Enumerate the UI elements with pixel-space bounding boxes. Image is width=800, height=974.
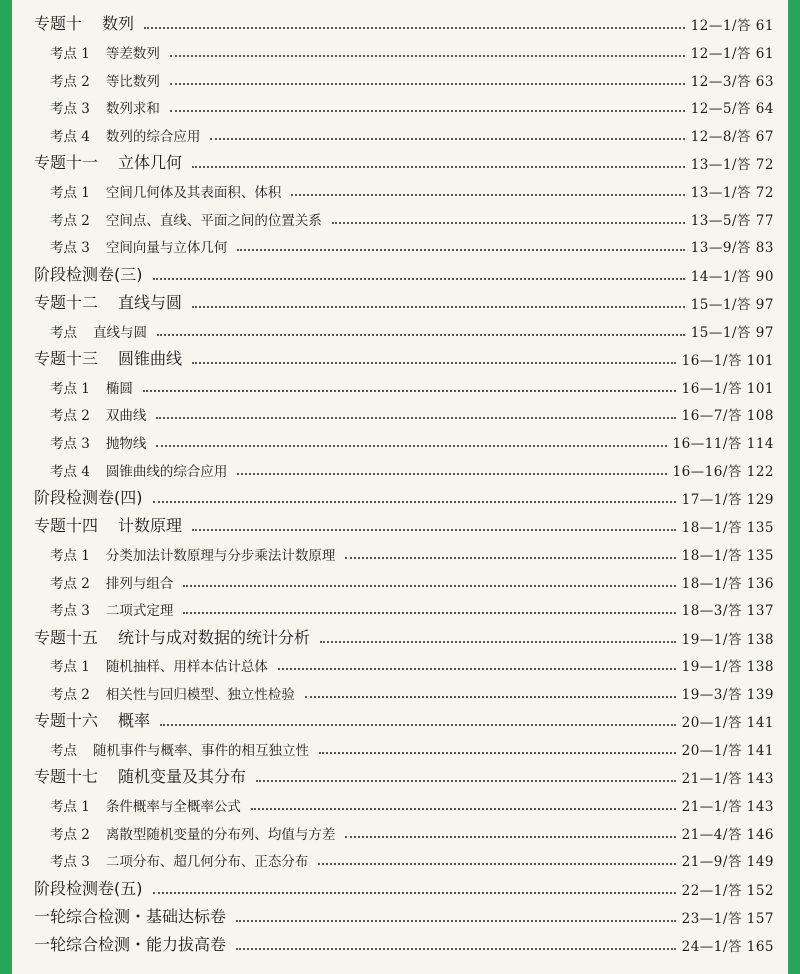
dot-leader (156, 417, 675, 419)
toc-page-reference: 12—1/答 61 (690, 18, 774, 35)
toc-subsection-row[interactable] (34, 62, 774, 90)
dot-leader (332, 222, 685, 224)
toc-page-reference: 24—1/答 165 (681, 939, 774, 956)
toc-entry-title: 等差数列 (105, 45, 160, 62)
toc-section-row[interactable] (34, 508, 774, 536)
dot-leader (153, 892, 676, 894)
toc-section-row[interactable] (34, 927, 774, 955)
dot-leader (291, 194, 684, 196)
left-border (0, 0, 12, 974)
toc-entry-number: 考点 (50, 743, 77, 760)
toc-entry-title: 抛物线 (105, 436, 147, 453)
toc-entry-number: 考点 3 (50, 603, 90, 620)
toc-entry-number: 专题十一 (34, 153, 99, 173)
dot-leader (345, 557, 675, 559)
toc-entry-number: 考点 1 (50, 380, 90, 397)
toc-subsection-row[interactable] (34, 564, 774, 592)
toc-entry-title: 统计与成对数据的统计分析 (118, 627, 311, 647)
toc-entry-title: 一轮综合检测・能力拔高卷 (34, 935, 227, 955)
toc-subsection-row[interactable] (34, 34, 774, 62)
toc-entry-number: 专题十二 (34, 293, 99, 312)
toc-page-reference: 16—1/答 101 (681, 380, 774, 397)
toc-section-row[interactable] (34, 480, 774, 508)
toc-page-reference: 19—3/答 139 (681, 687, 774, 704)
toc-entry-title: 圆锥曲线的综合应用 (105, 463, 228, 480)
toc-entry-title: 圆锥曲线 (118, 348, 183, 368)
toc-entry-number: 考点 1 (50, 799, 90, 816)
toc-page-reference: 21—9/答 149 (681, 854, 774, 871)
toc-entry-title: 直线与圆 (93, 324, 147, 341)
toc-page-reference: 12—1/答 61 (690, 45, 774, 62)
dot-leader (236, 920, 676, 922)
toc-entry-number: 考点 2 (50, 826, 90, 843)
toc-section-row[interactable] (34, 899, 774, 927)
toc-entry-title: 空间几何体及其表面积、体积 (105, 185, 282, 202)
toc-entry-number: 考点 4 (50, 463, 90, 480)
toc-entry-title: 相关性与回归模型、独立性检验 (105, 687, 295, 704)
dot-leader (183, 585, 675, 587)
toc-entry-number: 专题十五 (34, 627, 99, 647)
toc-entry-number: 专题十三 (34, 348, 99, 368)
toc-entry-title: 计数原理 (118, 516, 183, 536)
dot-leader (256, 780, 676, 782)
toc-entry-title: 离散型随机变量的分布列、均值与方差 (105, 826, 336, 843)
toc-page-reference: 16—16/答 122 (672, 463, 774, 480)
toc-subsection-row[interactable] (34, 731, 774, 759)
toc-section-row[interactable] (34, 145, 774, 173)
toc-page-reference: 14—1/答 90 (690, 268, 774, 285)
dot-leader (153, 501, 676, 503)
toc-entry-title: 二项分布、超几何分布、正态分布 (105, 854, 309, 871)
toc-page-reference: 18—3/答 137 (681, 603, 774, 620)
dot-leader (170, 83, 685, 85)
dot-leader (143, 390, 676, 392)
toc-entry-title: 数列求和 (105, 101, 160, 118)
toc-page-reference: 18—1/答 135 (681, 548, 774, 565)
dot-leader (160, 724, 676, 726)
toc-page-reference: 15—1/答 97 (690, 324, 774, 341)
dot-leader (192, 166, 685, 168)
toc-page-reference: 16—11/答 114 (672, 436, 774, 453)
toc-subsection-row[interactable] (34, 229, 774, 257)
dot-leader (170, 110, 685, 112)
toc-page-reference: 17—1/答 129 (681, 492, 774, 509)
toc-entry-title: 数列 (102, 14, 135, 34)
toc-entry-title: 直线与圆 (118, 293, 183, 312)
toc-page-reference: 16—1/答 101 (681, 352, 774, 369)
toc-subsection-row[interactable] (34, 843, 774, 871)
dot-leader (278, 668, 676, 670)
toc-page-reference: 18—1/答 135 (681, 520, 774, 537)
toc-section-row[interactable] (34, 759, 774, 787)
dot-leader (237, 249, 684, 251)
toc-entry-title: 二项式定理 (105, 603, 174, 620)
toc-subsection-row[interactable] (34, 648, 774, 676)
toc-subsection-row[interactable] (34, 117, 774, 145)
toc-page-reference: 18—1/答 136 (681, 575, 774, 592)
toc-page-reference: 19—1/答 138 (681, 631, 774, 648)
toc-subsection-row[interactable] (34, 787, 774, 815)
right-border (788, 0, 800, 974)
toc-subsection-row[interactable] (34, 397, 774, 425)
toc-section-row[interactable] (34, 619, 774, 647)
toc-entry-number: 考点 1 (50, 659, 90, 676)
dot-leader (251, 808, 676, 810)
toc-entry-number: 考点 4 (50, 129, 90, 146)
dot-leader (320, 641, 676, 643)
dot-leader (192, 529, 676, 531)
toc-entry-title: 立体几何 (118, 153, 183, 173)
dot-leader (210, 138, 684, 140)
toc-page-reference: 22—1/答 152 (681, 882, 774, 899)
toc-entry-title: 空间点、直线、平面之间的位置关系 (105, 212, 322, 229)
toc-entry-number: 考点 1 (50, 548, 90, 565)
toc-entry-title: 椭圆 (105, 380, 133, 397)
toc-entry-title: 空间向量与立体几何 (105, 240, 228, 257)
dot-leader (345, 836, 675, 838)
toc-section-row[interactable] (34, 341, 774, 369)
toc-entry-title: 条件概率与全概率公式 (105, 799, 241, 816)
dot-leader (236, 948, 676, 950)
toc-subsection-row[interactable] (34, 815, 774, 843)
dot-leader (157, 334, 685, 336)
dot-leader (237, 473, 666, 475)
toc-page-reference: 16—7/答 108 (681, 408, 774, 425)
toc-entry-number: 考点 2 (50, 408, 90, 425)
table-of-contents (12, 0, 788, 974)
dot-leader (153, 278, 685, 280)
toc-subsection-row[interactable] (34, 452, 774, 480)
toc-entry-title: 阶段检测卷(五) (34, 878, 143, 898)
toc-entry-number: 考点 2 (50, 687, 90, 704)
toc-section-row[interactable] (34, 6, 774, 34)
dot-leader (318, 863, 675, 865)
toc-subsection-row[interactable] (34, 201, 774, 229)
toc-page-reference: 15—1/答 97 (690, 297, 774, 313)
toc-section-row[interactable] (34, 256, 774, 284)
toc-entry-number: 考点 3 (50, 240, 90, 257)
toc-entry-title: 排列与组合 (105, 575, 174, 592)
toc-subsection-row[interactable] (34, 536, 774, 564)
toc-entry-title: 阶段检测卷(三) (34, 264, 143, 284)
toc-page-reference: 19—1/答 138 (681, 659, 774, 676)
dot-leader (156, 445, 666, 447)
toc-subsection-row[interactable] (34, 313, 774, 341)
toc-subsection-row[interactable] (34, 90, 774, 118)
toc-page-reference: 20—1/答 141 (681, 743, 774, 760)
toc-page-reference: 13—1/答 72 (690, 185, 774, 202)
toc-entry-number: 专题十 (34, 14, 83, 34)
dot-leader (192, 306, 685, 308)
toc-entry-number: 专题十六 (34, 711, 99, 731)
toc-entry-number: 考点 2 (50, 73, 90, 90)
toc-page-reference: 12—3/答 63 (690, 73, 774, 90)
toc-entry-title: 随机抽样、用样本估计总体 (105, 659, 268, 676)
dot-leader (183, 612, 675, 614)
dot-leader (144, 27, 685, 29)
toc-entry-number: 考点 3 (50, 436, 90, 453)
toc-entry-title: 分类加法计数原理与分步乘法计数原理 (105, 548, 336, 565)
toc-page-reference: 12—5/答 64 (690, 101, 774, 118)
dot-leader (192, 362, 676, 364)
dot-leader (305, 696, 676, 698)
toc-entry-number: 考点 1 (50, 185, 90, 202)
toc-page-reference: 20—1/答 141 (681, 715, 774, 732)
dot-leader (170, 55, 685, 57)
toc-page-reference: 13—1/答 72 (690, 157, 774, 174)
toc-subsection-row[interactable] (34, 592, 774, 620)
toc-entry-title: 随机事件与概率、事件的相互独立性 (93, 743, 309, 760)
toc-page-reference: 13—9/答 83 (690, 240, 774, 257)
toc-section-row[interactable] (34, 703, 774, 731)
toc-page-reference: 21—1/答 143 (681, 771, 774, 788)
dot-leader (319, 752, 676, 754)
toc-entry-number: 考点 3 (50, 101, 90, 118)
toc-section-row[interactable] (34, 870, 774, 898)
toc-page-reference: 21—4/答 146 (681, 826, 774, 843)
toc-page-reference: 12—8/答 67 (690, 129, 774, 146)
toc-subsection-row[interactable] (34, 675, 774, 703)
toc-entry-title: 一轮综合检测・基础达标卷 (34, 907, 227, 926)
toc-page-reference: 23—1/答 157 (681, 911, 774, 927)
toc-section-row[interactable] (34, 285, 774, 313)
toc-entry-number: 专题十七 (34, 767, 99, 787)
toc-entry-number: 考点 2 (50, 575, 90, 592)
toc-entry-title: 随机变量及其分布 (118, 767, 247, 787)
toc-subsection-row[interactable] (34, 369, 774, 397)
toc-subsection-row[interactable] (34, 424, 774, 452)
toc-entry-title: 数列的综合应用 (105, 129, 201, 146)
toc-entry-title: 双曲线 (105, 408, 147, 425)
toc-entry-title: 等比数列 (105, 73, 160, 90)
toc-entry-title: 阶段检测卷(四) (34, 488, 143, 508)
toc-entry-number: 考点 3 (50, 854, 90, 871)
toc-entry-title: 概率 (118, 711, 151, 731)
toc-subsection-row[interactable] (34, 173, 774, 201)
toc-page-reference: 13—5/答 77 (690, 212, 774, 229)
toc-entry-number: 考点 2 (50, 212, 90, 229)
toc-page-reference: 21—1/答 143 (681, 799, 774, 816)
toc-entry-number: 专题十四 (34, 516, 99, 536)
toc-entry-number: 考点 (50, 324, 77, 341)
toc-entry-number: 考点 1 (50, 45, 90, 62)
